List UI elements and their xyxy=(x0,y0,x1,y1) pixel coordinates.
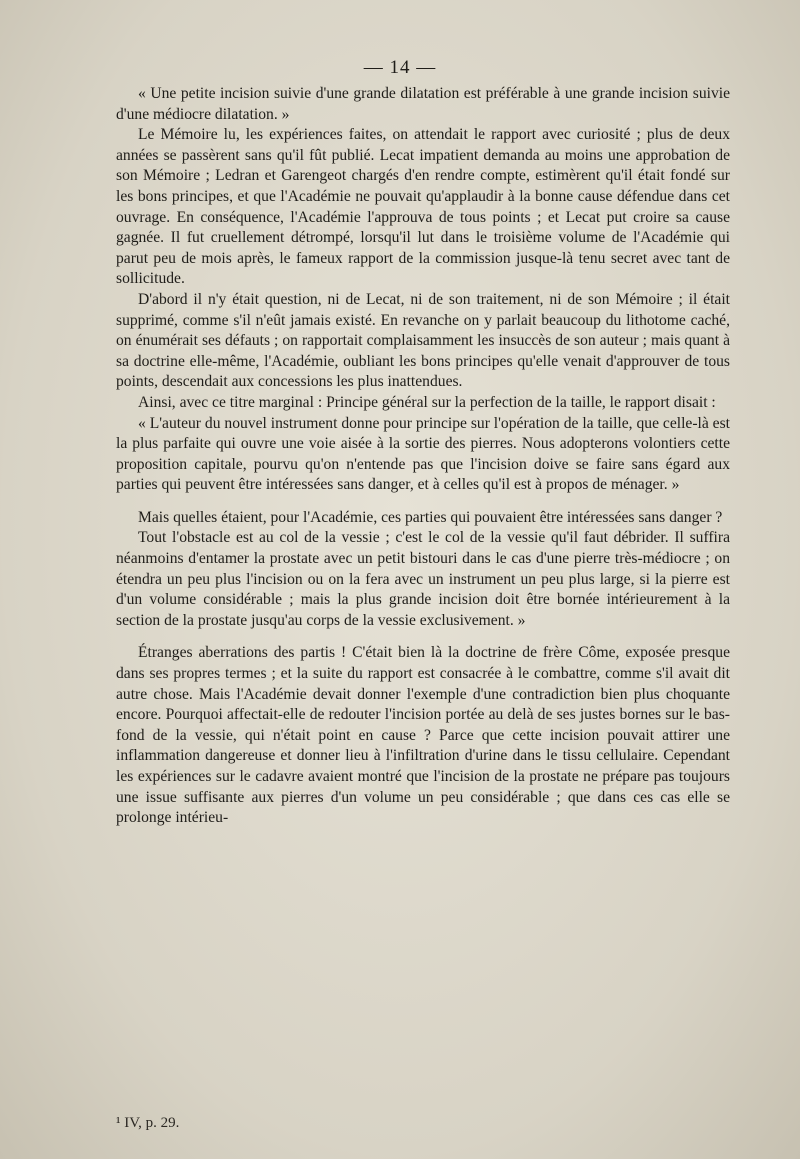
main-text xyxy=(116,84,730,829)
paragraph: Étranges aberrations des partis ! C'était bien là la doctrine de frère Côme, exposée presque dans ses propres termes ; et la suite du rapport est consacrée à le combattre, comme s'il avait dit autre chose. Mais l'Académie devait donner l'exemple d'une contradiction bien plus choquante encore. Pourquoi affectait-elle de redouter l'incision portée au delà de ses justes bornes sur le bas-fond de la vessie, qui n'était point en cause ? Parce que cette incision pouvait attirer une inflammation dangereuse et donner lieu à l'infiltration d'urine dans le tissu cellulaire. Cependant les expériences sur le cadavre avaient montré que l'incision de la prostate ne prépare pas toujours une issue suffisante aux pierres d'un volume un peu considérable ; que dans ces cas elle se prolonge intérieu- xyxy=(116,644,730,827)
footnote: ¹ IV, p. 29. xyxy=(116,1115,180,1131)
paragraph: Ainsi, avec ce titre marginal : Principe général sur la perfection de la taille, le rapport disait : xyxy=(138,393,716,411)
paragraph: Mais quelles étaient, pour l'Académie, ces parties qui pouvaient être intéressées sans danger ? xyxy=(138,508,723,526)
page-number: — 14 — xyxy=(363,57,437,78)
paragraph: Le Mémoire lu, les expériences faites, on attendait le rapport avec curiosité ; plus de deux années se passèrent sans qu'il fût publié. Lecat impatient demanda au moins une approbation de son Mémoire ; Ledran et Garengeot chargés d'en rendre compte, estimèrent qu'il était fondé sur les bons principes, et que l'Académie ne pouvait qu'applaudir à la bonne cause défendue dans cet ouvrage. En conséquence, l'Académie l'approuva de tous points ; et Lecat put croire sa cause gagnée. Il fut cruellement détrompé, lorsqu'il lut dans le troisième volume de l'Académie qui parut peu de mois après, le fameux rapport de la commission jusque-là tenu secret avec tant de sollicitude. xyxy=(116,126,730,288)
quoted-paragraph: Tout l'obstacle est au col de la vessie ; c'est le col de la vessie qu'il faut débrider. Il suffira néanmoins d'entamer la prostate avec un petit bistouri dans le cas d'une pierre très-médiocre ; on étendra un peu plus l'incision ou on la fera avec un instrument un peu plus large, si la pierre est d'un volume considérable ; mais la plus grande incision doit être bornée intérieurement à la section de la prostate jusqu'au corps de la vessie exclusivement. » xyxy=(116,529,730,629)
quoted-paragraph: « L'auteur du nouvel instrument donne pour principe sur l'opération de la taille, que celle-là est la plus parfaite qui ouvre une voie aisée à la sortie des pierres. Nous adopterons volontiers cette proposition capitale, pourvu qu'on n'entende pas que l'incision doive se faire sans égard aux parties qui peuvent être intéressées sans danger, et à celles qu'il est à propos de ménager. » xyxy=(116,414,730,494)
paragraph: D'abord il n'y était question, ni de Lecat, ni de son traitement, ni de son Mémoire ; il était supprimé, comme s'il n'eût jamais existé. En revanche on y parlait beaucoup du lithotome caché, on énumérait ses défauts ; on rapportait complaisamment les insuccès de son auteur ; mais quant à sa doctrine elle-même, l'Académie, oubliant les bons principes qu'elle venait d'approuver de tous points, descendait aux concessions les plus inattendues. xyxy=(116,290,730,391)
opening-quote: « Une petite incision suivie d'une grande dilatation est préférable à une grande incision suivie d'une médiocre dilatation. » xyxy=(116,85,730,123)
